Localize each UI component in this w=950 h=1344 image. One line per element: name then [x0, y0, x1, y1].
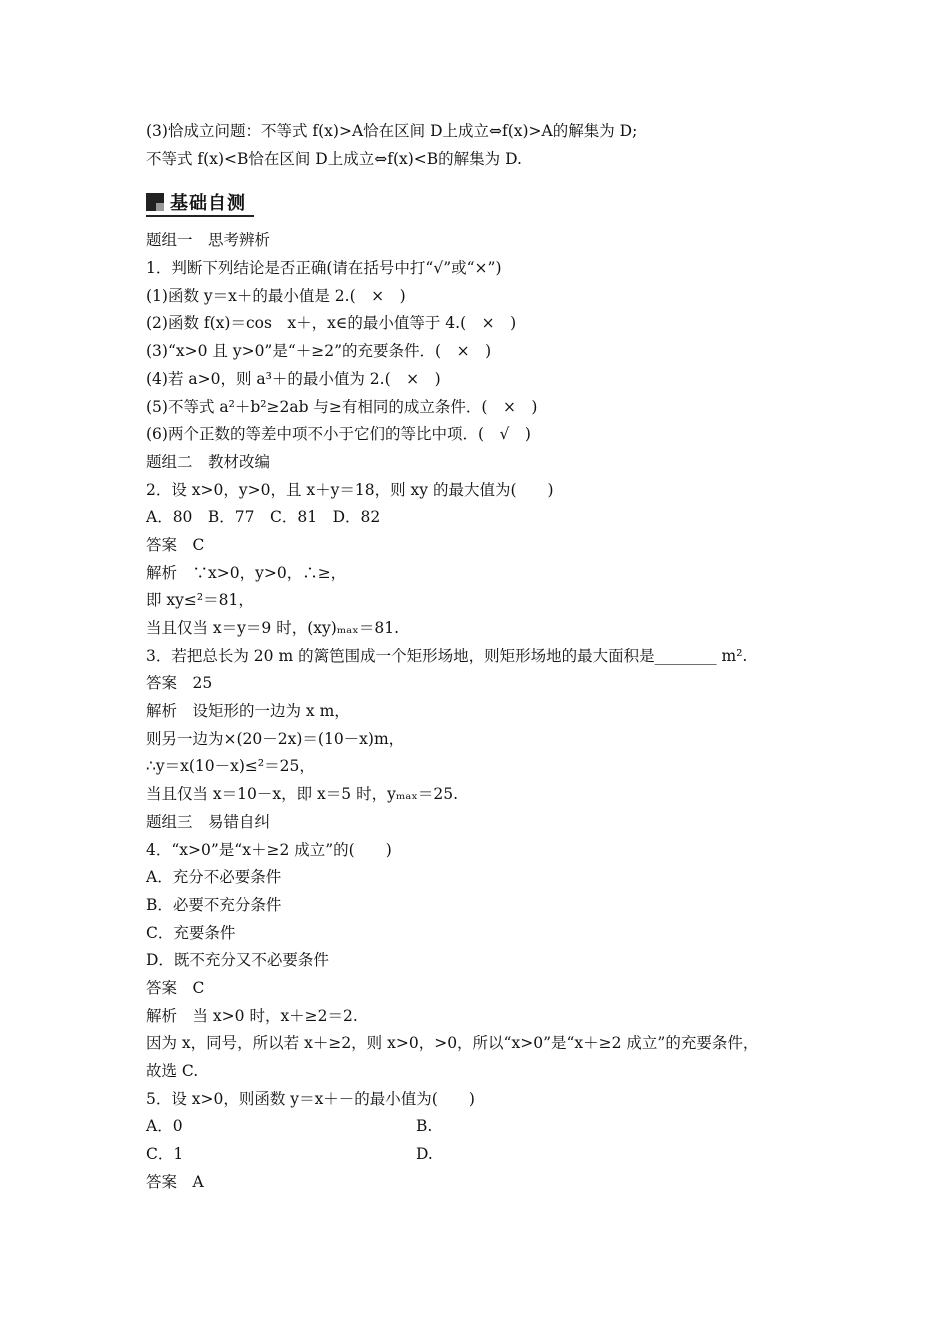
- section-square-icon: [146, 193, 164, 211]
- q4-option-b: B．必要不充分条件: [146, 895, 282, 914]
- q2-analysis-3: 当且仅当 x＝y＝9 时，(xy)ₘₐₓ＝81.: [146, 619, 400, 637]
- q5-option-a: A．0: [146, 1117, 183, 1136]
- q3-analysis-3: ∴y＝x(10－x)≤²＝25，: [146, 757, 315, 776]
- q4-analysis-3: 故选 C.: [146, 1062, 199, 1080]
- intro-line-1: (3)恰成立问题：不等式 f(x)>A恰在区间 D上成立⇔f(x)>A的解集为 D;: [146, 122, 638, 140]
- q2-options: A．80 B．77 C．81 D．82: [146, 508, 381, 527]
- section-title: 基础自测: [170, 193, 246, 215]
- group1-title: 题组一 思考辨析: [146, 231, 271, 250]
- q5-option-b: B.: [416, 1117, 433, 1136]
- q5-options-row-2: [146, 1141, 826, 1169]
- q4-option-a: A．充分不必要条件: [146, 868, 282, 887]
- q1-item-1: (1)函数 y＝x＋的最小值是 2.( × ): [146, 286, 406, 305]
- q3-answer: 答案 25: [146, 674, 213, 693]
- group3-title: 题组三 易错自纠: [146, 812, 271, 831]
- q4-analysis-1: 解析 当 x>0 时，x＋≥2＝2.: [146, 1006, 358, 1025]
- q3-analysis-4: 当且仅当 x＝10－x，即 x＝5 时，yₘₐₓ＝25.: [146, 785, 459, 804]
- q1-item-4: (4)若 a>0，则 a³＋的最小值为 2.( × ): [146, 369, 441, 388]
- q1-item-3: (3)“x>0 且 y>0”是“＋≥2”的充要条件．( × ): [146, 342, 492, 361]
- section-header: [146, 185, 256, 219]
- q1-item-2: (2)函数 f(x)＝cos x＋，x∈的最小值等于 4.( × ): [146, 314, 517, 333]
- q2-analysis-1: 解析 ∵x>0，y>0，∴≥，: [146, 563, 347, 582]
- q1-item-6: (6)两个正数的等差中项不小于它们的等比中项．( √ ): [146, 425, 531, 444]
- q5-answer: 答案 A: [146, 1172, 204, 1191]
- q4-analysis-2: 因为 x，同号，所以若 x＋≥2，则 x>0，>0，所以“x>0”是“x＋≥2 成立”的充要条件，: [146, 1034, 759, 1053]
- q3-analysis-1: 解析 设矩形的一边为 x m，: [146, 702, 350, 721]
- q5-option-c: C．1: [146, 1145, 184, 1164]
- q1-item-5: (5)不等式 a²＋b²≥2ab 与≥有相同的成立条件．( × ): [146, 397, 538, 416]
- question-4: 4．“x>0”是“x＋≥2 成立”的( ): [146, 840, 392, 859]
- q2-analysis-2: 即 xy≤²＝81，: [146, 591, 254, 610]
- document-page: [146, 118, 826, 1196]
- q4-option-d: D．既不充分又不必要条件: [146, 951, 329, 970]
- q2-answer: 答案 C: [146, 535, 205, 554]
- question-1: 1．判断下列结论是否正确(请在括号中打“√”或“×”): [146, 259, 502, 278]
- question-2: 2．设 x>0，y>0，且 x＋y＝18，则 xy 的最大值为( ): [146, 480, 554, 499]
- q4-answer: 答案 C: [146, 978, 205, 997]
- q5-options-row-1: [146, 1113, 826, 1141]
- question-5: 5．设 x>0，则函数 y＝x＋－的最小值为( ): [146, 1089, 475, 1108]
- group2-title: 题组二 教材改编: [146, 452, 271, 471]
- q3-analysis-2: 则另一边为×(20－2x)＝(10－x)m，: [146, 729, 405, 748]
- q5-option-d: D.: [416, 1145, 433, 1164]
- intro-line-2: 不等式 f(x)<B恰在区间 D上成立⇔f(x)<B的解集为 D.: [146, 149, 522, 168]
- q4-option-c: C．充要条件: [146, 923, 236, 942]
- question-3: 3．若把总长为 20 m 的篱笆围成一个矩形场地，则矩形场地的最大面积是________ m².: [146, 646, 748, 665]
- section-underline: [146, 215, 254, 217]
